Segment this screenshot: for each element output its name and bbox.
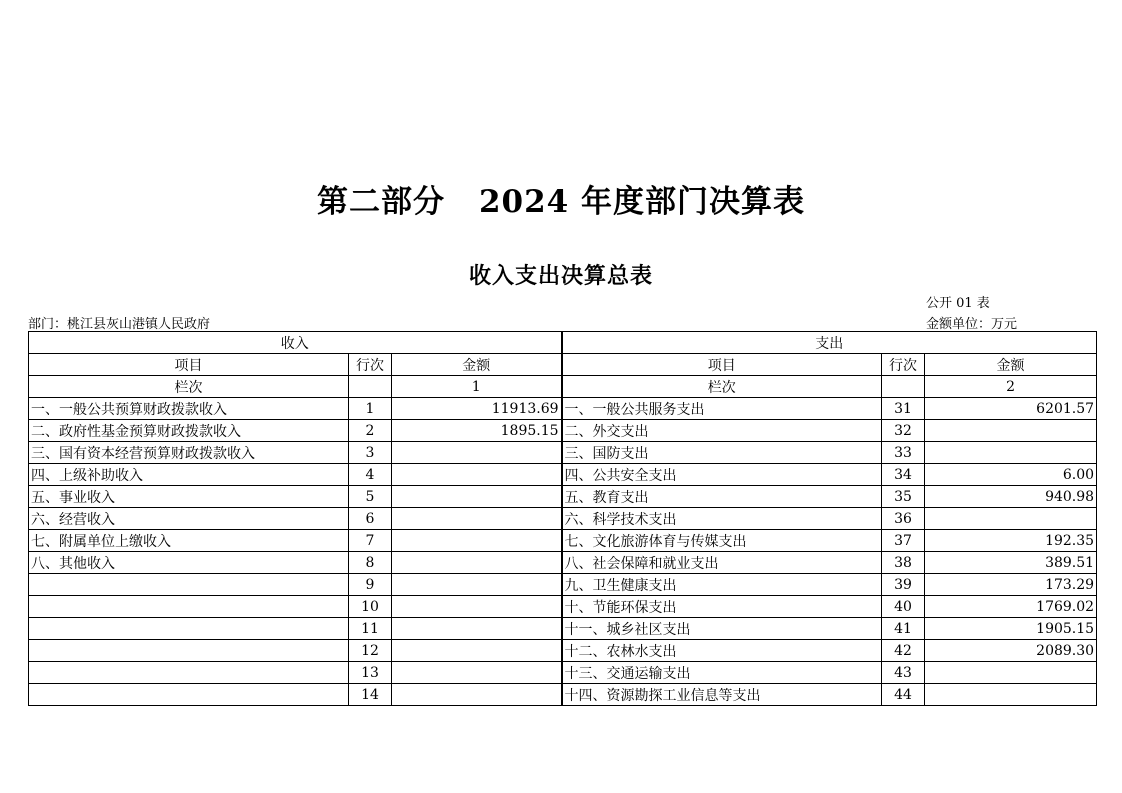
income-row-number: 11	[349, 618, 392, 640]
expense-row-header: 行次	[882, 354, 925, 376]
index-row	[29, 376, 1097, 398]
income-item-cell: 五、事业收入	[29, 486, 349, 508]
income-amount-cell	[392, 596, 562, 618]
expense-item-cell: 十、节能环保支出	[562, 596, 882, 618]
expense-row-number: 40	[882, 596, 925, 618]
expense-item-cell: 二、外交支出	[562, 420, 882, 442]
expense-item-cell: 十二、农林水支出	[562, 640, 882, 662]
income-row-number: 2	[349, 420, 392, 442]
expense-item-cell: 六、科学技术支出	[562, 508, 882, 530]
income-amount-cell	[392, 574, 562, 596]
expense-amount-cell	[925, 662, 1097, 684]
income-item-cell	[29, 618, 349, 640]
table-row	[29, 640, 1097, 662]
page-title	[0, 176, 1122, 221]
part-label: 第二部分	[316, 184, 445, 220]
expense-item-cell: 四、公共安全支出	[562, 464, 882, 486]
expense-item-cell: 五、教育支出	[562, 486, 882, 508]
expense-item-cell: 一、一般公共服务支出	[562, 398, 882, 420]
expense-amount-cell: 940.98	[925, 486, 1097, 508]
expense-amount-cell	[925, 420, 1097, 442]
income-row-header: 行次	[349, 354, 392, 376]
expense-item-cell: 十四、资源勘探工业信息等支出	[562, 684, 882, 706]
amount-unit-label: 金额单位：万元	[926, 317, 1018, 332]
expense-row-number: 37	[882, 530, 925, 552]
expense-group-header: 支出	[562, 332, 1097, 354]
table-title: 收入支出决算总表	[468, 263, 653, 289]
expense-amount-cell	[925, 442, 1097, 464]
expense-item-cell: 十一、城乡社区支出	[562, 618, 882, 640]
income-item-header: 项目	[29, 354, 349, 376]
income-row-number: 8	[349, 552, 392, 574]
report-title: 2024 年度部门决算表	[478, 184, 806, 220]
income-amount-cell	[392, 486, 562, 508]
income-index-number: 1	[392, 376, 562, 398]
income-amount-cell: 11913.69	[392, 398, 562, 420]
income-item-cell: 三、国有资本经营预算财政拨款收入	[29, 442, 349, 464]
income-row-number: 9	[349, 574, 392, 596]
expense-index-number: 2	[925, 376, 1097, 398]
expense-row-number: 36	[882, 508, 925, 530]
income-row-number: 6	[349, 508, 392, 530]
income-row-number: 3	[349, 442, 392, 464]
expense-item-cell: 七、文化旅游体育与传媒支出	[562, 530, 882, 552]
table-row	[29, 684, 1097, 706]
expense-item-header: 项目	[562, 354, 882, 376]
table-row	[29, 420, 1097, 442]
expense-amount-cell	[925, 684, 1097, 706]
income-item-cell: 二、政府性基金预算财政拨款收入	[29, 420, 349, 442]
income-row-number: 4	[349, 464, 392, 486]
expense-row-number: 44	[882, 684, 925, 706]
expense-row-number: 43	[882, 662, 925, 684]
expense-amount-cell	[925, 508, 1097, 530]
expense-index-label: 栏次	[562, 376, 882, 398]
table-row	[29, 618, 1097, 640]
table-row	[29, 530, 1097, 552]
table-row	[29, 574, 1097, 596]
income-amount-header: 金额	[392, 354, 562, 376]
expense-amount-cell: 389.51	[925, 552, 1097, 574]
expense-item-cell: 十三、交通运输支出	[562, 662, 882, 684]
table-row	[29, 596, 1097, 618]
table-row	[29, 464, 1097, 486]
expense-row-number: 42	[882, 640, 925, 662]
expense-amount-cell: 6201.57	[925, 398, 1097, 420]
expense-row-number: 31	[882, 398, 925, 420]
income-item-cell	[29, 596, 349, 618]
table-row	[29, 398, 1097, 420]
income-amount-cell	[392, 508, 562, 530]
income-item-cell	[29, 662, 349, 684]
expense-amount-cell: 192.35	[925, 530, 1097, 552]
income-row-number: 1	[349, 398, 392, 420]
department-label: 部门：桃江县灰山港镇人民政府	[28, 317, 211, 332]
expense-row-number: 39	[882, 574, 925, 596]
income-row-number: 7	[349, 530, 392, 552]
income-amount-cell	[392, 442, 562, 464]
income-group-header: 收入	[29, 332, 562, 354]
expense-item-cell: 八、社会保障和就业支出	[562, 552, 882, 574]
income-expense-table	[28, 331, 1097, 706]
income-row-number: 5	[349, 486, 392, 508]
expense-row-number: 35	[882, 486, 925, 508]
income-index-blank	[349, 376, 392, 398]
income-item-cell	[29, 640, 349, 662]
income-amount-cell: 1895.15	[392, 420, 562, 442]
income-index-label: 栏次	[29, 376, 349, 398]
table-row	[29, 662, 1097, 684]
expense-row-number: 32	[882, 420, 925, 442]
expense-row-number: 41	[882, 618, 925, 640]
income-amount-cell	[392, 640, 562, 662]
income-item-cell	[29, 574, 349, 596]
expense-row-number: 33	[882, 442, 925, 464]
expense-row-number: 38	[882, 552, 925, 574]
income-item-cell: 八、其他收入	[29, 552, 349, 574]
column-header-row	[29, 354, 1097, 376]
income-amount-cell	[392, 618, 562, 640]
expense-index-blank	[882, 376, 925, 398]
expense-item-cell: 三、国防支出	[562, 442, 882, 464]
income-item-cell	[29, 684, 349, 706]
expense-amount-header: 金额	[925, 354, 1097, 376]
group-header-row	[29, 332, 1097, 354]
expense-amount-cell: 173.29	[925, 574, 1097, 596]
income-amount-cell	[392, 684, 562, 706]
expense-item-cell: 九、卫生健康支出	[562, 574, 882, 596]
table-row	[29, 486, 1097, 508]
expense-amount-cell: 1905.15	[925, 618, 1097, 640]
income-amount-cell	[392, 552, 562, 574]
table-row	[29, 508, 1097, 530]
income-row-number: 12	[349, 640, 392, 662]
form-number: 公开 01 表	[926, 296, 990, 311]
income-item-cell: 四、上级补助收入	[29, 464, 349, 486]
income-amount-cell	[392, 662, 562, 684]
table-row	[29, 442, 1097, 464]
expense-amount-cell: 6.00	[925, 464, 1097, 486]
expense-row-number: 34	[882, 464, 925, 486]
table-row	[29, 552, 1097, 574]
expense-amount-cell: 1769.02	[925, 596, 1097, 618]
income-item-cell: 七、附属单位上缴收入	[29, 530, 349, 552]
income-row-number: 14	[349, 684, 392, 706]
income-amount-cell	[392, 464, 562, 486]
expense-amount-cell: 2089.30	[925, 640, 1097, 662]
income-row-number: 10	[349, 596, 392, 618]
income-amount-cell	[392, 530, 562, 552]
income-row-number: 13	[349, 662, 392, 684]
income-item-cell: 一、一般公共预算财政拨款收入	[29, 398, 349, 420]
income-item-cell: 六、经营收入	[29, 508, 349, 530]
